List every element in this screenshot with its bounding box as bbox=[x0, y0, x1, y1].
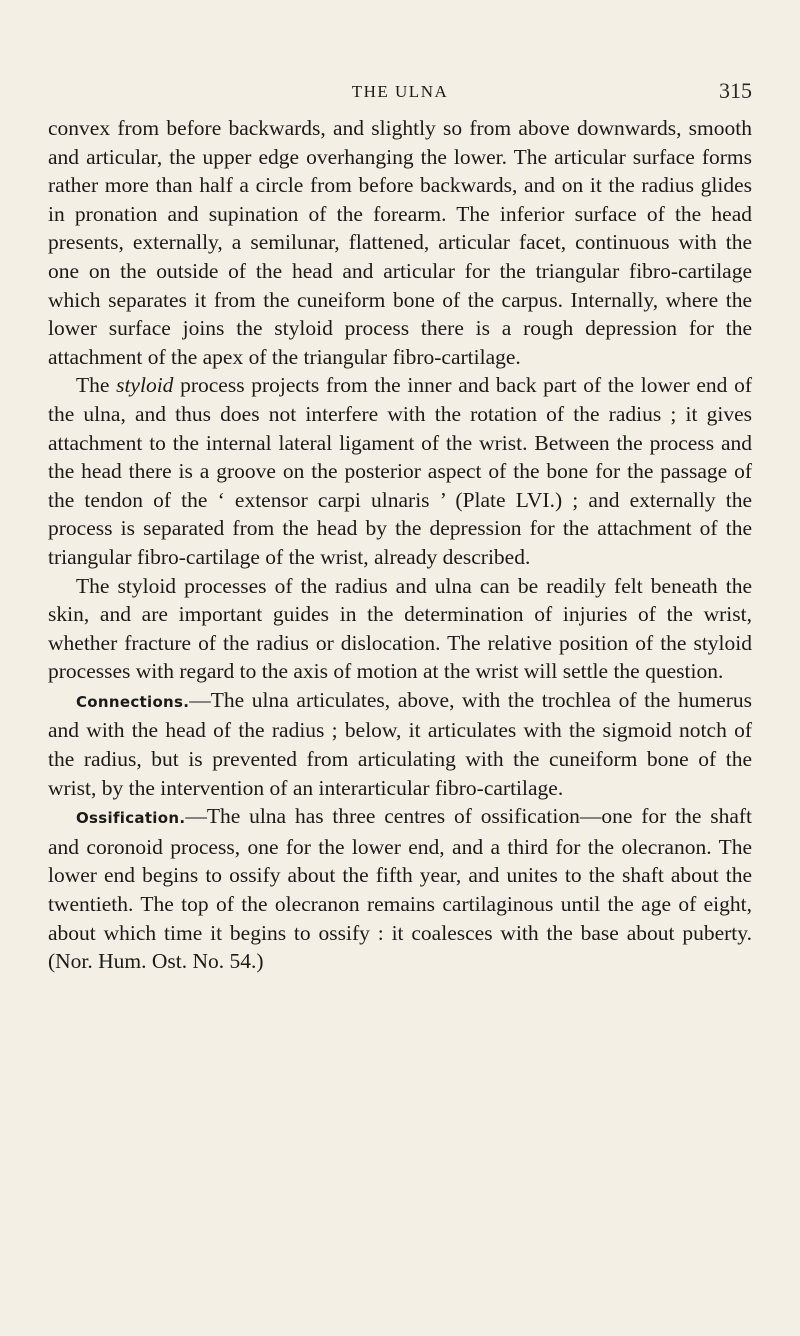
paragraph-text: process projects from the inner and back part of the lower end of the ulna, and thus does not interfere with the rotation of the radius ; it gives attachment to the internal lateral ligament of the wrist. Between the process and the head there is a groove on the posterior aspect of the bone for the passage of the tendon of the ‘ extensor carpi ulnaris ’ (Plate LVI.) ; and externally the process is separated from the head by the depression for the attachment of the triangular fibro-cartilage of the wrist, already described. bbox=[48, 373, 752, 569]
paragraph-text: —The ulna articulates, above, with the trochlea of the humerus and with the head of the radius ; below, it articulates with the sigmoid notch of the radius, but is prevented from articulating with the cuneiform bone of the wrist, by the intervention of an interarticular fibro-cartilage. bbox=[48, 687, 752, 800]
paragraph-head-of-ulna bbox=[48, 114, 752, 371]
page-title: THE ULNA bbox=[351, 82, 449, 101]
running-head bbox=[48, 78, 752, 108]
italic-term-styloid: styloid bbox=[116, 373, 174, 398]
paragraph-text: The styloid processes of the radius and ulna can be readily felt beneath the skin, and are important guides in the determination of injuries of the wrist, whether fracture of the radius or dislocation. The relative position of the styloid processes with regard to the axis of motion at the wrist will settle the question. bbox=[48, 573, 752, 684]
paragraph-lead: The bbox=[76, 373, 117, 398]
body-text bbox=[48, 114, 752, 976]
paragraph-styloid-process bbox=[48, 371, 752, 571]
section-heading-connections: Connections. bbox=[76, 692, 190, 711]
paragraph-text: convex from before backwards, and slightly so from above downwards, smooth and articular, the upper edge overhanging the lower. The articular surface forms rather more than half a circle from before backwards, and on it the radius glides in pronation and supination of the forearm. The inferior surface of the head presents, externally, a semilunar, flattened, articular facet, continuous with the one on the outside of the head and articular for the triangular fibro-cartilage which separates it from the cuneiform bone of the carpus. Internally, where the lower surface joins the styloid process there is a rough depression for the attachment of the apex of the triangular fibro-cartilage. bbox=[48, 116, 752, 369]
paragraph-ossification bbox=[48, 802, 752, 976]
paragraph-styloid-processes bbox=[48, 572, 752, 686]
section-heading-ossification: Ossification. bbox=[76, 809, 186, 828]
page-number: 315 bbox=[719, 78, 752, 103]
paragraph-text: —The ulna has three centres of ossification—one for the shaft and coronoid process, one for the lower end, and a third for the olecranon. The lower end begins to ossify about the fifth year, and unites to the shaft about the twentieth. The top of the olecranon remains cartilaginous until the age of eight, about which time it begins to ossify : it coalesces with the base about puberty. (Nor. Hum. Ost. No. 54.) bbox=[48, 804, 752, 974]
paragraph-connections bbox=[48, 686, 752, 802]
